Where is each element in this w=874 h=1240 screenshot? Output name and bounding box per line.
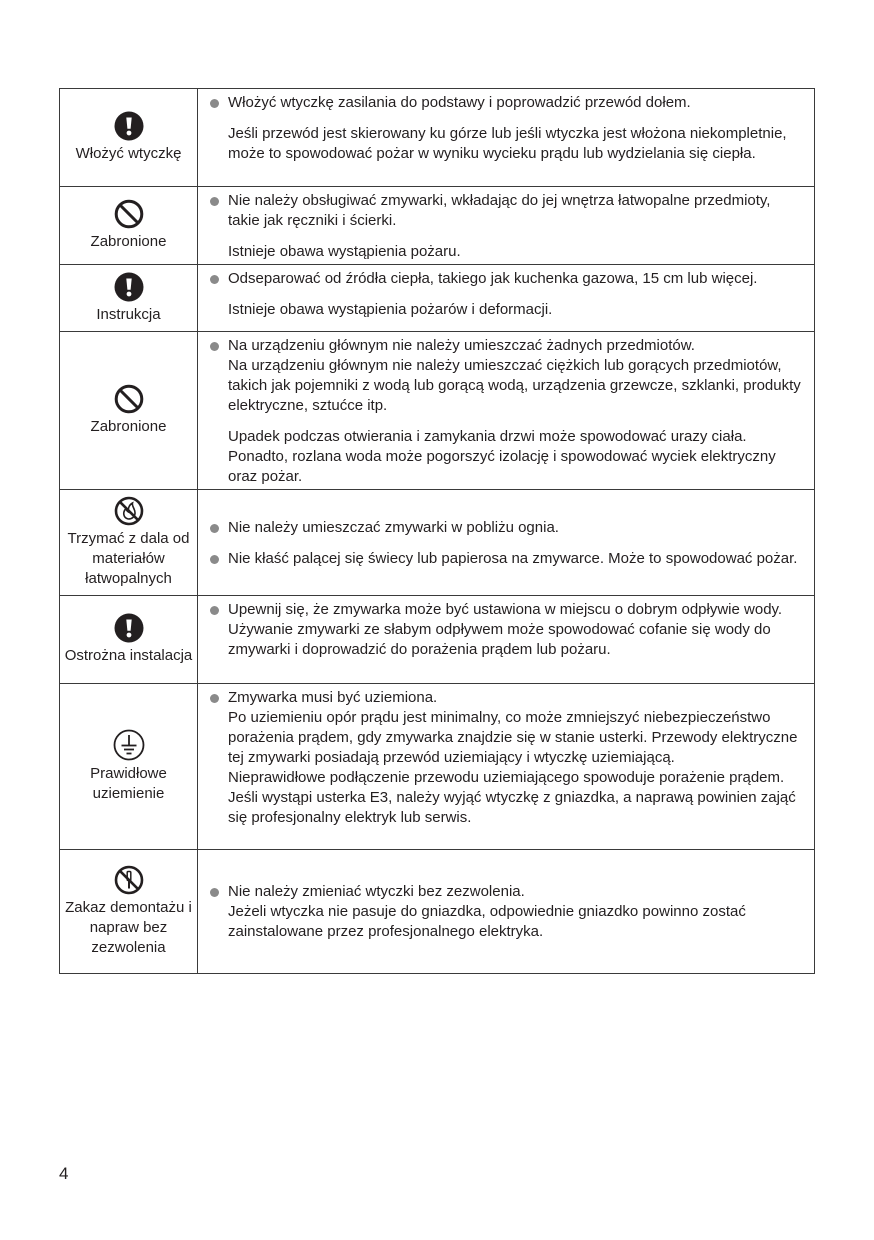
no-disassembly-icon [114, 865, 144, 895]
mandatory-exclamation-icon [114, 272, 144, 302]
bullet-item: Włożyć wtyczkę zasilania do podstawy i poprowadzić przewód dołem. [207, 93, 806, 113]
table-row [60, 850, 815, 974]
bullet-text: Nie należy zmieniać wtyczki bez zezwolenia. [228, 883, 525, 900]
consequence-note: Jeśli przewód jest skierowany ku górze lub jeśli wtyczka jest włożona niekompletnie, może to spowodować pożar w wyniku wycieku prądu lub wydzielania się ciepła. [228, 125, 787, 162]
bullet-item: Nie należy umieszczać zmywarki w pobliżu ognia. [207, 518, 806, 538]
table-row [60, 187, 815, 265]
bullet-item: Nie kłaść palącej się świecy lub papierosa na zmywarce. Może to spowodować pożar. [207, 549, 806, 569]
text-cell [198, 596, 815, 684]
safety-table [59, 88, 815, 974]
table-row [60, 684, 815, 850]
bullet-text: Zmywarka musi być uziemiona. [228, 689, 438, 706]
symbol-label: Zabronione [90, 418, 167, 435]
text-cell [198, 850, 815, 974]
mandatory-exclamation-icon [114, 613, 144, 643]
text-cell [198, 332, 815, 490]
symbol-label: Zakaz demontażu i napraw bez zezwolenia [65, 899, 192, 956]
symbol-cell [60, 332, 198, 490]
mandatory-exclamation-icon [114, 111, 144, 141]
symbol-cell [60, 684, 198, 850]
bullet-item [207, 600, 806, 660]
text-cell [198, 89, 815, 187]
no-open-flame-icon [114, 496, 144, 526]
symbol-label: Instrukcja [96, 305, 161, 323]
bullet-item [207, 688, 806, 828]
prohibited-icon [114, 384, 144, 414]
text-cell [198, 490, 815, 596]
table-row [60, 89, 815, 187]
symbol-label: Prawidłowe uziemienie [90, 765, 167, 802]
table-row [60, 596, 815, 684]
bullet-continuation: Jeżeli wtyczka nie pasuje do gniazdka, odpowiednie gniazdko powinno zostać zainstalowane przez profesjonalnego elektryka. [228, 903, 746, 940]
bullet-text: Upewnij się, że zmywarka może być ustawiona w miejscu o dobrym odpływie wody. [228, 601, 783, 618]
text-cell [198, 265, 815, 332]
symbol-label: Ostrożna instalacja [64, 647, 193, 664]
table-row [60, 490, 815, 596]
symbol-label: Trzymać z dala od materiałów łatwopalnych [67, 530, 190, 587]
consequence-note: Istnieje obawa wystąpienia pożaru. [228, 243, 461, 260]
consequence-note: Istnieje obawa wystąpienia pożarów i deformacji. [228, 301, 553, 318]
bullet-item [207, 882, 806, 942]
symbol-label: Włożyć wtyczkę [75, 145, 182, 162]
ground-connection-icon [113, 729, 145, 761]
symbol-cell [60, 850, 198, 974]
table-row [60, 265, 815, 332]
symbol-cell [60, 490, 198, 596]
bullet-item: Nie należy obsługiwać zmywarki, wkładając do jej wnętrza łatwopalne przedmioty, takie jak ręczniki i ścierki. [207, 191, 806, 231]
consequence-note: Upadek podczas otwierania i zamykania drzwi może spowodować urazy ciała. Ponadto, rozlana woda może pogorszyć izolację i spowodować wyciek elektryczny oraz pożar. [228, 428, 776, 485]
bullet-continuation: Używanie zmywarki ze słabym odpływem może spowodować cofanie się wody do zmywarki i doprowadzić do porażenia prądem lub pożaru. [228, 621, 771, 658]
bullet-continuation: Na urządzeniu głównym nie należy umieszczać ciężkich lub gorących przedmiotów, takich jak pojemniki z wodą lub gorącą wodą, urządzenia grzewcze, szklanki, produkty elektryczne, sztućce itp. [228, 357, 801, 414]
bullet-continuation: Po uziemieniu opór prądu jest minimalny, co może zmniejszyć niebezpieczeństwo porażenia prądem, gdy zmywarka znajdzie się w stanie usterki. Przewody elektryczne tej zmywarki posiadają przewód uziemiający i wtyczkę uziemiającą. [228, 709, 798, 766]
bullet-text: Na urządzeniu głównym nie należy umieszczać żadnych przedmiotów. [228, 337, 695, 354]
page-number: 4 [59, 1164, 69, 1183]
text-cell [198, 187, 815, 265]
symbol-cell [60, 89, 198, 187]
bullet-continuation: Nieprawidłowe podłączenie przewodu uziemiającego spowoduje porażenie prądem. Jeśli wystąpi usterka E3, należy wyjąć wtyczkę z gniazdka, a naprawą powinien zająć się profesjonalny elektryk lub serwis. [228, 769, 796, 826]
bullet-item: Odseparować od źródła ciepła, takiego jak kuchenka gazowa, 15 cm lub więcej. [207, 269, 806, 289]
symbol-cell [60, 265, 198, 332]
symbol-label: Zabronione [90, 233, 167, 250]
prohibited-icon [114, 199, 144, 229]
bullet-item [207, 336, 806, 416]
symbol-cell [60, 596, 198, 684]
symbol-cell [60, 187, 198, 265]
text-cell [198, 684, 815, 850]
table-row [60, 332, 815, 490]
